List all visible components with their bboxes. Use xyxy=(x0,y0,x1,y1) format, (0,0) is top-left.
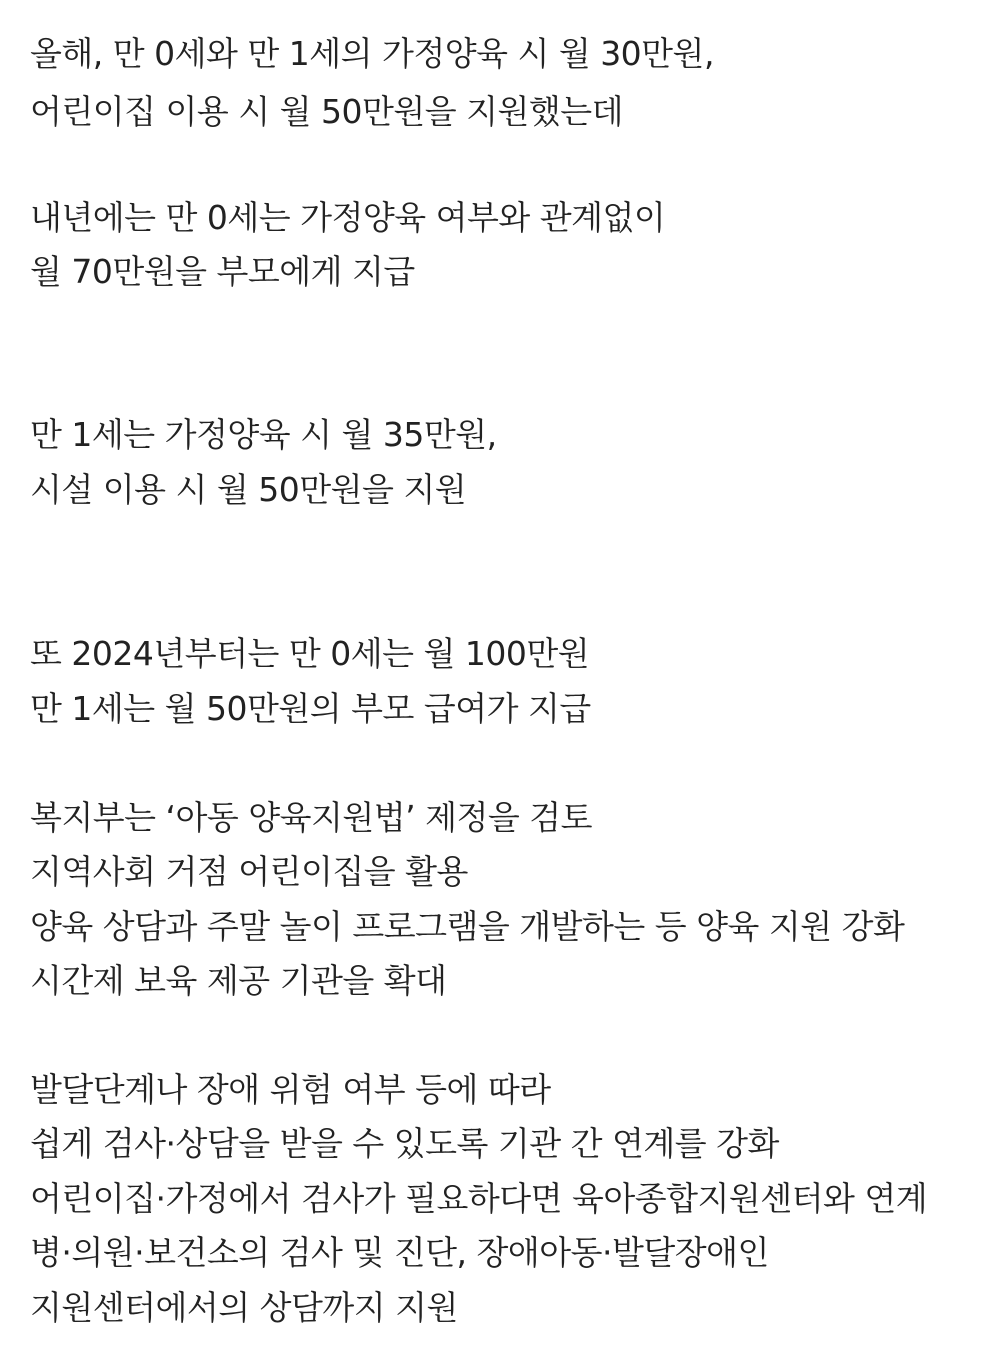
text-line: 양육 상담과 주말 놀이 프로그램을 개발하는 등 양육 지원 강화 xyxy=(30,907,905,946)
text-line: 지원센터에서의 상담까지 지원 xyxy=(30,1288,458,1327)
text-line: 또 2024년부터는 만 0세는 월 100만원 xyxy=(30,634,590,673)
text-line: 발달단계나 장애 위험 여부 등에 따라 xyxy=(30,1070,551,1109)
text-line: 병·의원·보건소의 검사 및 진단, 장애아동·발달장애인 xyxy=(30,1233,769,1272)
text-line: 쉽게 검사·상담을 받을 수 있도록 기관 간 연계를 강화 xyxy=(30,1124,779,1163)
text-line: 월 70만원을 부모에게 지급 xyxy=(30,252,415,291)
text-line: 내년에는 만 0세는 가정양육 여부와 관계없이 xyxy=(30,198,666,237)
text-line: 지역사회 거점 어린이집을 활용 xyxy=(30,852,468,891)
text-line: 만 1세는 월 50만원의 부모 급여가 지급 xyxy=(30,689,591,728)
text-line: 시간제 보육 제공 기관을 확대 xyxy=(30,961,447,1000)
text-line: 만 1세는 가정양육 시 월 35만원, xyxy=(30,415,497,454)
text-line: 복지부는 ‘아동 양육지원법’ 제정을 검토 xyxy=(30,798,592,837)
text-line: 어린이집 이용 시 월 50만원을 지원했는데 xyxy=(30,92,623,131)
text-line: 시설 이용 시 월 50만원을 지원 xyxy=(30,470,467,509)
text-line: 어린이집·가정에서 검사가 필요하다면 육아종합지원센터와 연계 xyxy=(30,1179,928,1218)
text-line: 올해, 만 0세와 만 1세의 가정양육 시 월 30만원, xyxy=(30,34,714,73)
